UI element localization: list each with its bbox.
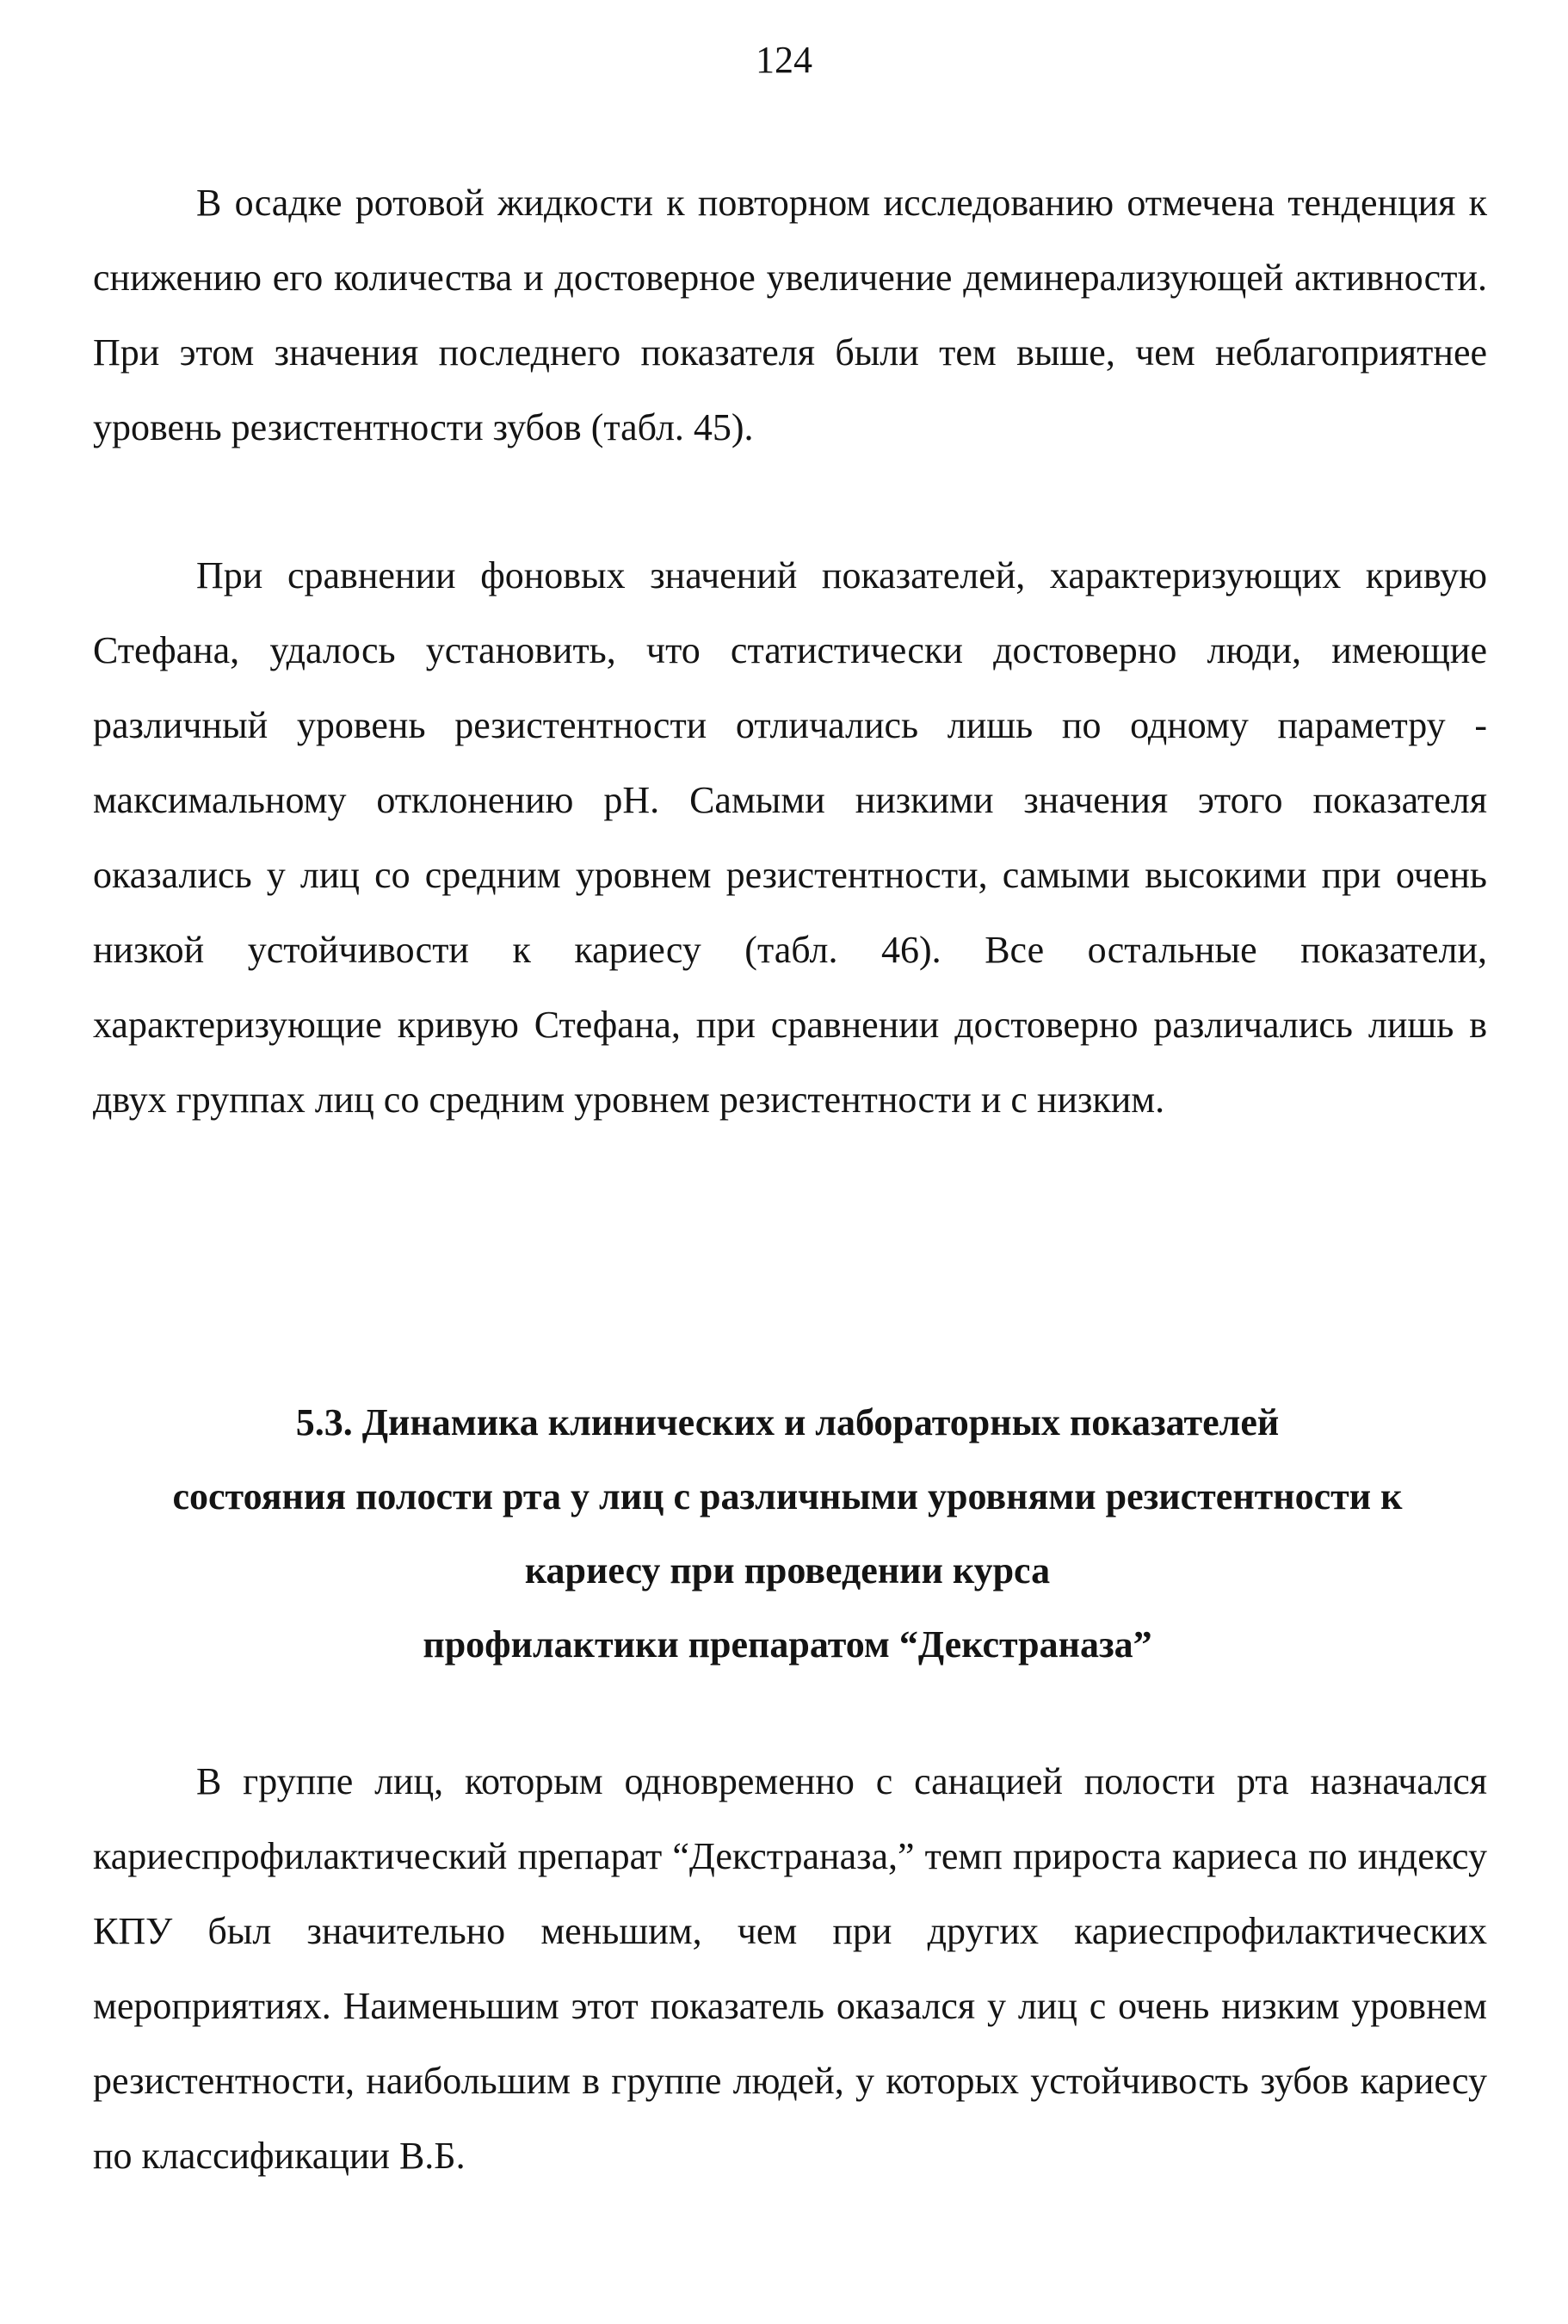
section-heading-line: 5.3. Динамика клинических и лабораторных показателей [295,1401,1280,1443]
paragraph-dextranase-group: В группе лиц, которым одновременно с санацией полости рта назначался кариеспрофилактический препарат “Декстраназа,” темп прироста кариеса по индексу КПУ был значительно меньшим, чем при других кариеспрофилактических мероприятиях. Наименьшим этот показатель оказался у лиц с очень низким уровнем резистентности, наибольшим в группе людей, у которых устойчивость зубов кариесу по классификации В.Б. [93,1760,1487,2177]
section-heading [86,1386,1489,1682]
page-number: 124 [756,39,812,81]
section-heading-line: состояния полости рта у лиц с различными уровнями резистентности к [172,1475,1403,1517]
section-heading-line: профилактики препаратом “Декстраназа” [423,1623,1152,1666]
section-heading-line: кариесу при проведении курса [524,1549,1051,1592]
paragraph-sediment: В осадке ротовой жидкости к повторном исследованию отмечена тенденция к снижению его количества и достоверное увеличение деминерализующей активности. При этом значения последнего показателя были тем выше, чем неблагоприятнее уровень резистентности зубов (табл. 45). [93,182,1487,448]
paragraph-stephan-curve: При сравнении фоновых значений показателей, характеризующих кривую Стефана, удалось установить, что статистически достоверно люди, имеющие различный уровень резистентности отличались лишь по одному параметру - максимальному отклонению рН. Самыми низкими значения этого показателя оказались у лиц со средним уровнем резистентности, самыми высокими при очень низкой устойчивости к кариесу (табл. 46). Все остальные показатели, характеризующие кривую Стефана, при сравнении достоверно различались лишь в двух группах лиц со средним уровнем резистентности и с низким. [93,554,1487,1121]
